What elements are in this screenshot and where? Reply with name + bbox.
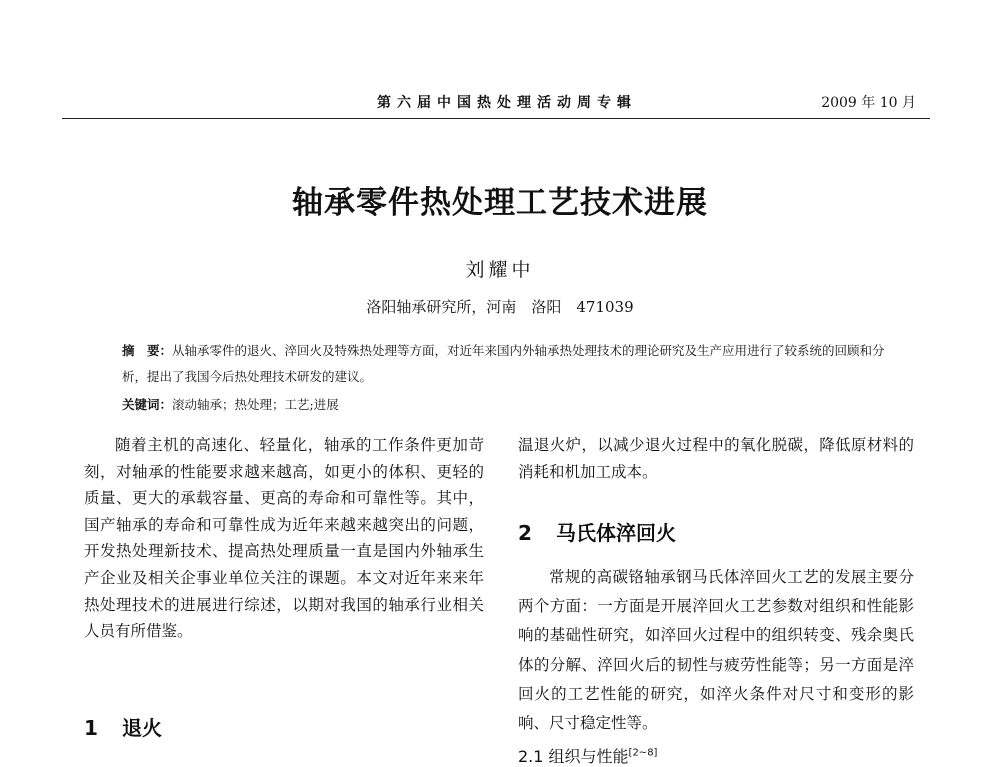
left-column [84,432,484,645]
section-2-heading [518,517,676,546]
section-1-heading [84,712,162,741]
issue-date: 2009 年 10 月 [821,95,916,111]
abstract-label: 摘 要： [122,343,173,358]
article-title: 轴承零件热处理工艺技术进展 [292,185,708,221]
author-affiliation: 洛阳轴承研究所，河南 洛阳 471039 [366,298,634,316]
abstract [122,338,902,390]
intro-paragraph: 随着主机的高速化、轻量化，轴承的工作条件更加苛刻，对轴承的性能要求越来越高，如更小的体积、更轻的质量、更大的承载容量、更高的寿命和可靠性等。其中，国产轴承的寿命和可靠性成为近年来越来越突出的问题，开发热处理新技术、提高热处理质量一直是国内外轴承生产企业及相关企事业单位关注的课题。本文对近年来来年热处理技术的进展进行综述，以期对我国的轴承行业相关人员有所借鉴。 [84,436,484,641]
header-rule [62,118,930,119]
section-2-title: 马氏体淬回火 [556,521,676,545]
continued-paragraph: 温退火炉，以减少退火过程中的氧化脱碳，降低原材料的消耗和机加工成本。 [518,436,914,481]
right-column [518,432,914,485]
section-2-number: 2 [518,521,532,545]
section-2-paragraph: 常规的高碳铬轴承钢马氏体淬回火工艺的发展主要分两个方面：一方面是开展淬回火工艺参数对组织和性能影响的基础性研究，如淬回火过程中的组织转变、残余奥氏体的分解、淬回火后的韧性与疲劳性能等；另一方面是淬回火的工艺性能的研究，如淬火条件对尺寸和变形的影响、尺寸稳定性等。 [518,568,914,733]
abstract-text: 从轴承零件的退火、淬回火及特殊热处理等方面，对近年来国内外轴承热处理技术的理论研究及生产应用进行了较系统的回顾和分析，提出了我国今后热处理技术研发的建议。 [122,343,885,384]
journal-name: 第六届中国热处理活动周专辑 [377,95,637,111]
keywords-text: 滚动轴承；热处理；工艺;进展 [172,397,339,412]
keywords-label: 关键词： [122,397,173,412]
running-head [62,92,930,116]
section-1-title: 退火 [122,716,162,740]
subsection-title: 2.1 组织与性能 [518,747,629,766]
author-name: 刘耀中 [465,259,535,281]
subsection-citation: [2~8] [628,747,658,759]
section-1-number: 1 [84,716,98,740]
subsection-2-1-heading [518,744,657,767]
keywords [122,392,902,418]
section-2-body [518,563,914,738]
